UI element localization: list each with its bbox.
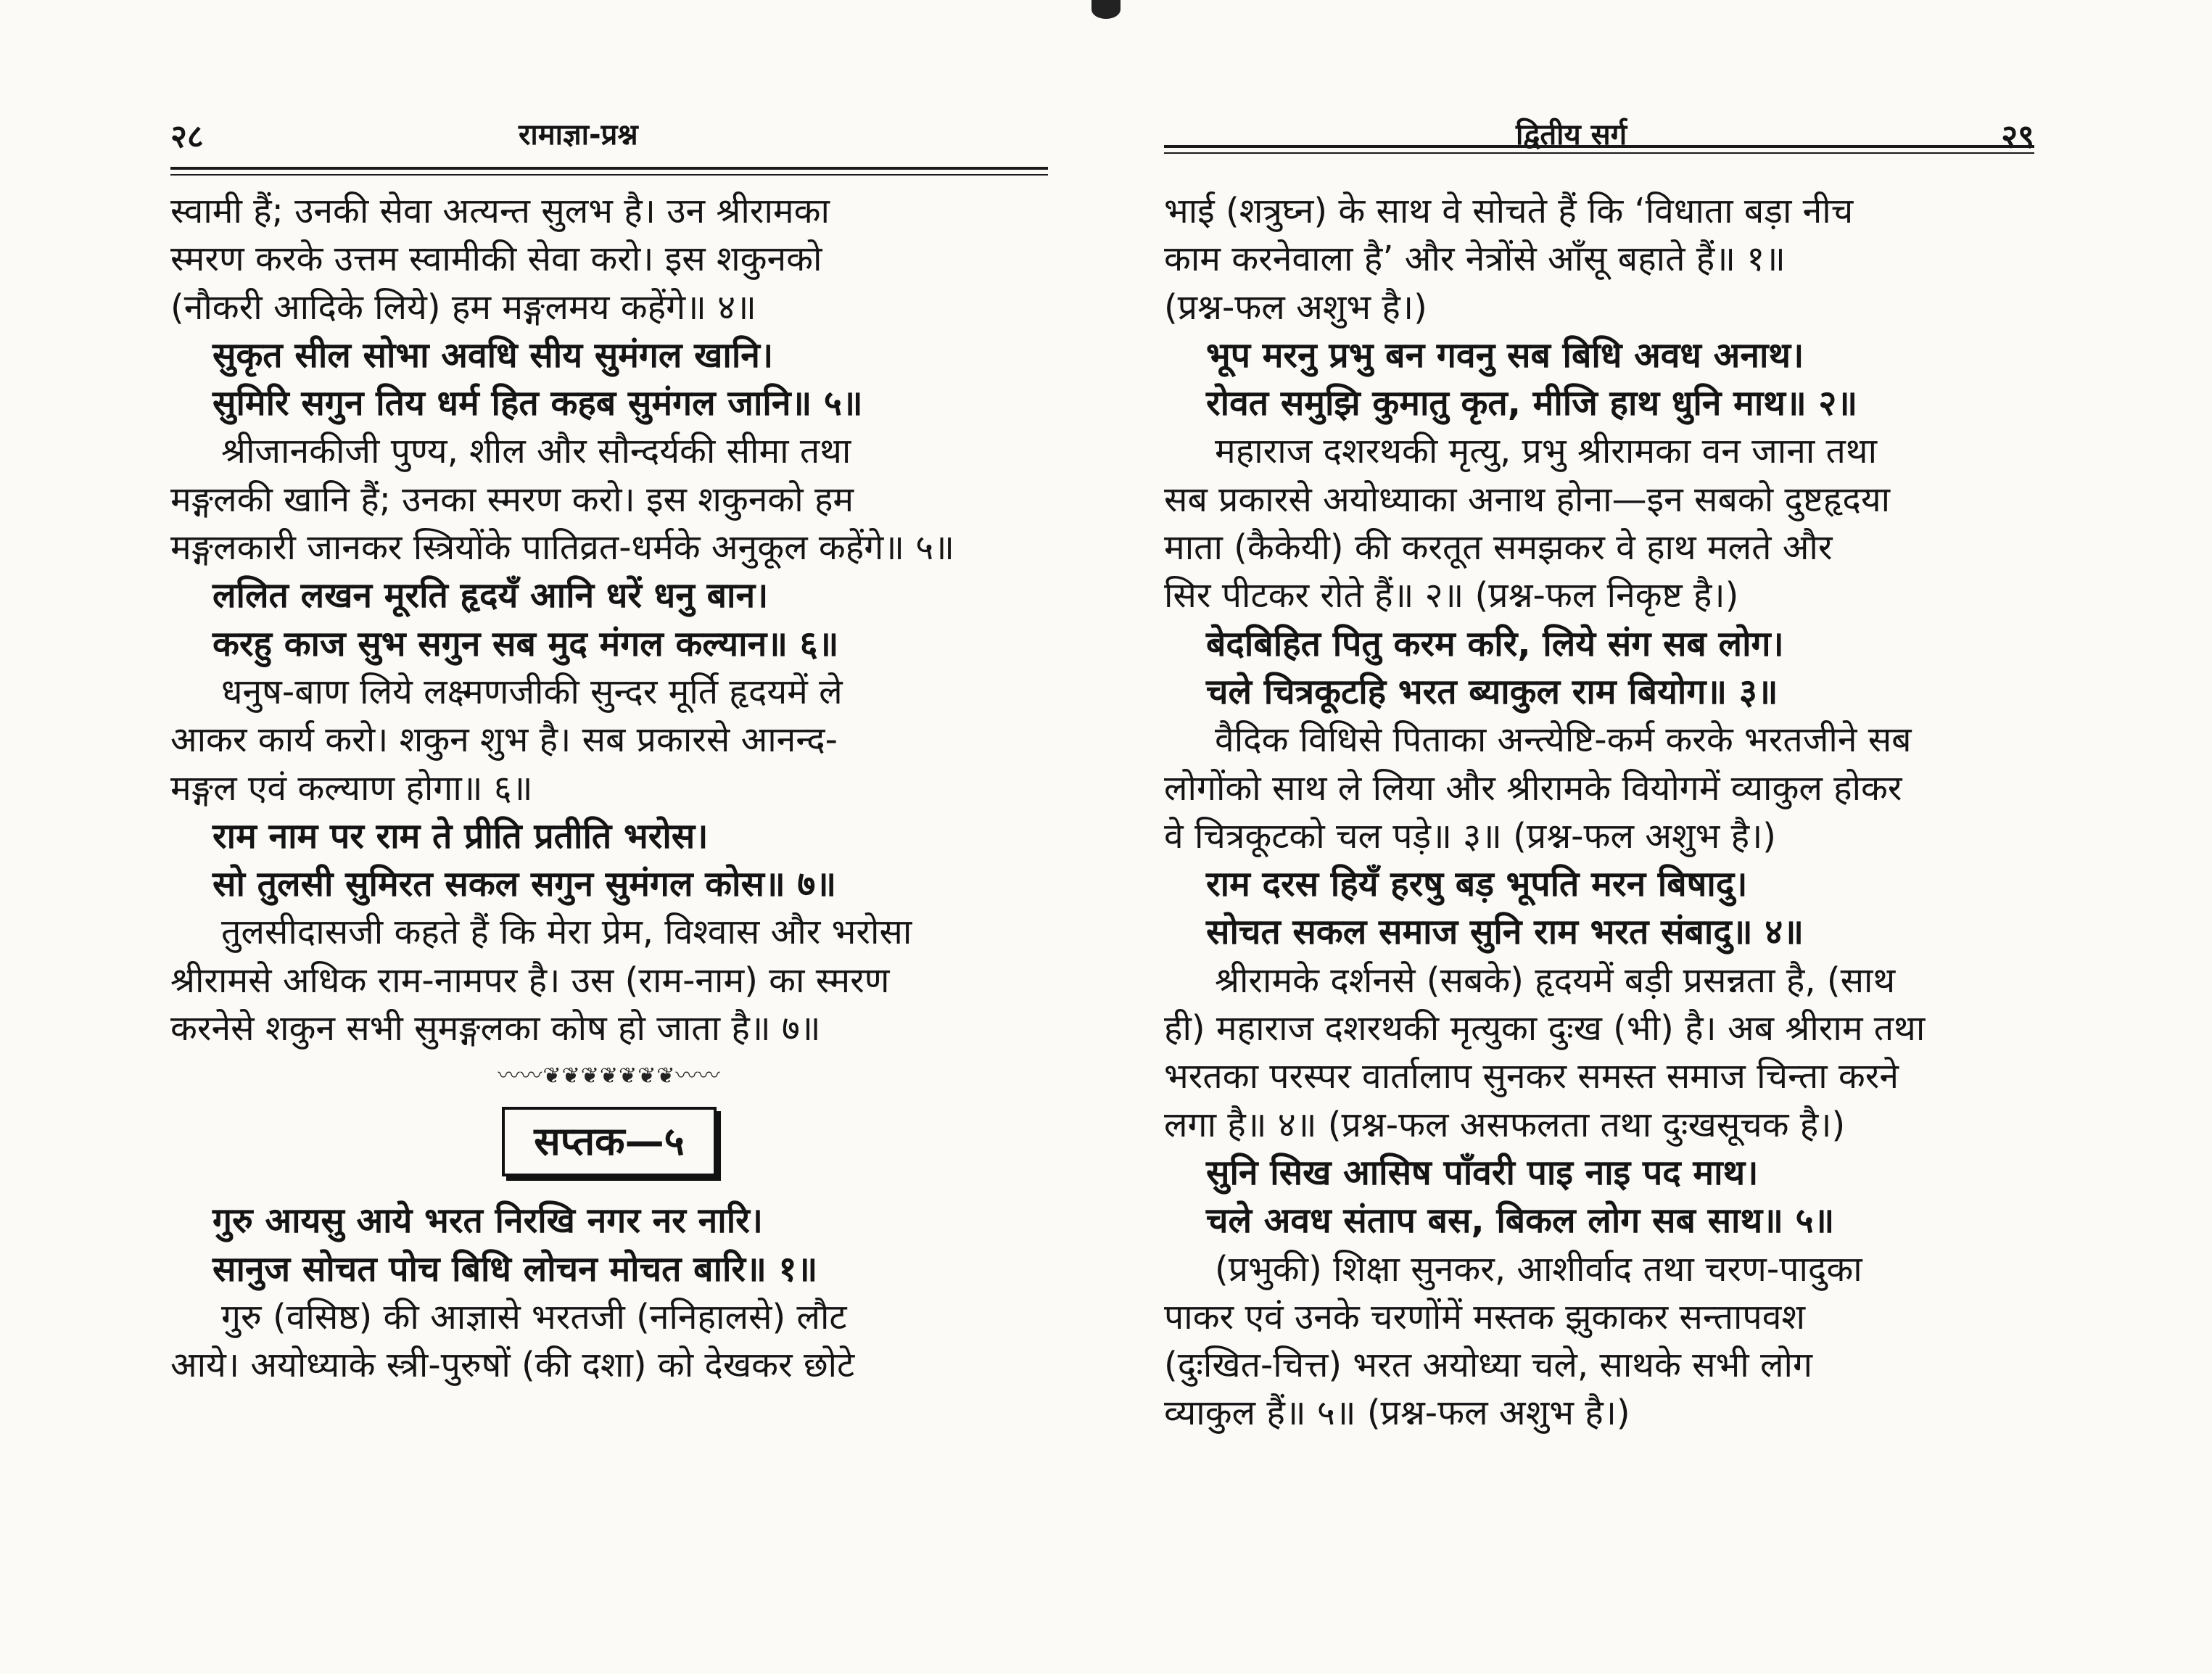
verse-line: चले चित्रकूटहि भरत ब्याकुल राम बियोग॥ ३॥ (1206, 671, 1778, 712)
prose-line: मङ्गलकी खानि हैं; उनका स्मरण करो। इस शकुनको हम (170, 479, 854, 520)
verse-line: सुमिरि सगुन तिय धर्म हित कहब सुमंगल जानि॥ ५॥ (212, 383, 863, 424)
running-title: रामाज्ञा-प्रश्न (519, 118, 638, 152)
header-rule (170, 167, 1048, 170)
prose-line: लोगोंको साथ ले लिया और श्रीरामके वियोगमें व्याकुल होकर (1164, 767, 1902, 809)
prose-line: सिर पीटकर रोते हैं॥ २॥ (प्रश्न-फल निकृष्ट है।) (1164, 575, 1739, 617)
prose-line: महाराज दशरथकी मृत्यु, प्रभु श्रीरामका वन जाना तथा (1215, 431, 1878, 472)
right-page (1106, 0, 2212, 1674)
ornament-divider: 〰〰❦❦❦❦❦❦❦〰〰 (498, 1063, 721, 1089)
prose-line: श्रीरामके दर्शनसे (सबके) हृदयमें बड़ी प्रसन्नता है, (साथ (1215, 960, 1896, 1001)
prose-line: वैदिक विधिसे पिताका अन्त्येष्टि-कर्म करके भरतजीने सब (1215, 720, 1912, 761)
prose-line: लगा है॥ ४॥ (प्रश्न-फल असफलता तथा दुःखसूचक है।) (1164, 1104, 1846, 1145)
prose-line: सब प्रकारसे अयोध्याका अनाथ होना—इन सबको दुष्टहृदया (1164, 479, 1891, 520)
text-block (170, 187, 1048, 1052)
section-heading: सप्तक—५ (502, 1107, 716, 1176)
prose-line: स्वामी हैं; उनकी सेवा अत्यन्त सुलभ है। उन श्रीरामका (170, 191, 830, 231)
page-number: २९ (2001, 118, 2034, 155)
prose-line: गुरु (वसिष्ठ) की आज्ञासे भरतजी (ननिहालसे) लौट (221, 1296, 847, 1337)
prose-line: माता (कैकेयी) की करतूत समझकर वे हाथ मलते और (1164, 527, 1833, 569)
prose-line: तुलसीदासजी कहते हैं कि मेरा प्रेम, विश्वास और भरोसा (221, 912, 912, 953)
header-rule (1164, 145, 2034, 148)
prose-line: श्रीजानकीजी पुण्य, शील और सौन्दर्यकी सीमा तथा (221, 431, 851, 472)
prose-line: धनुष-बाण लिये लक्ष्मणजीकी सुन्दर मूर्ति हृदयमें ले (221, 671, 843, 712)
text-block (170, 1197, 1048, 1389)
right-page-body (1164, 187, 2034, 1438)
prose-line: भाई (शत्रुघ्न) के साथ वे सोचते हैं कि ‘विधाता बड़ा नीच (1164, 191, 1854, 231)
prose-line: मङ्गल एवं कल्याण होगा॥ ६॥ (170, 767, 533, 809)
prose-line: पाकर एवं उनके चरणोंमें मस्तक झुकाकर सन्तापवश (1164, 1296, 1806, 1337)
verse-line: सानुज सोचत पोच बिधि लोचन मोचत बारि॥ १॥ (212, 1248, 818, 1290)
prose-line: वे चित्रकूटको चल पड़े॥ ३॥ (प्रश्न-फल अशुभ है।) (1164, 815, 1776, 857)
prose-line: श्रीरामसे अधिक राम-नामपर है। उस (राम-नाम) का स्मरण (170, 960, 890, 1001)
prose-line: (प्रभुकी) शिक्षा सुनकर, आशीर्वाद तथा चरण-पादुका (1215, 1248, 1862, 1290)
verse-line: रोवत समुझि कुमातु कृत, मीजि हाथ धुनि माथ॥ २॥ (1206, 383, 1858, 424)
header-rule-thin (1164, 152, 2034, 154)
verse-line: सोचत सकल समाज सुनि राम भरत संबादु॥ ४॥ (1206, 912, 1804, 953)
text-block (1164, 187, 2034, 1438)
prose-line: स्मरण करके उत्तम स्वामीकी सेवा करो। इस शकुनको (170, 239, 822, 280)
verse-line: गुरु आयसु आये भरत निरखि नगर नर नारि। (212, 1200, 763, 1242)
prose-line: आये। अयोध्याके स्त्री-पुरुषों (की दशा) को देखकर छोटे (170, 1345, 855, 1386)
left-page-body (170, 187, 1048, 1389)
verse-line: राम नाम पर राम ते प्रीति प्रतीति भरोस। (212, 815, 709, 857)
verse-line: चले अवध संताप बस, बिकल लोग सब साथ॥ ५॥ (1206, 1200, 1835, 1242)
verse-line: ललित लखन मूरति हृदयँ आनि धरें धनु बान। (212, 575, 769, 617)
page-number: २८ (170, 118, 204, 155)
prose-line: ही) महाराज दशरथकी मृत्युका दुःख (भी) है। अब श्रीराम तथा (1164, 1008, 1926, 1050)
header-rule-thin (170, 174, 1048, 176)
left-page-header (170, 109, 1048, 160)
verse-line: सुनि सिख आसिष पाँवरी पाइ नाइ पद माथ। (1206, 1152, 1759, 1193)
prose-line: (प्रश्न-फल अशुभ है।) (1164, 286, 1427, 328)
prose-line: करनेसे शकुन सभी सुमङ्गलका कोष हो जाता है॥ ७॥ (170, 1008, 821, 1050)
verse-line: सुकृत सील सोभा अवधि सीय सुमंगल खानि। (212, 334, 774, 376)
prose-line: मङ्गलकारी जानकर स्त्रियोंके पातिव्रत-धर्मके अनुकूल कहेंगे॥ ५॥ (170, 527, 954, 569)
prose-line: (नौकरी आदिके लिये) हम मङ्गलमय कहेंगे॥ ४॥ (170, 286, 756, 328)
running-title: द्वितीय सर्ग (1516, 118, 1627, 152)
prose-line: व्याकुल हैं॥ ५॥ (प्रश्न-फल अशुभ है।) (1164, 1393, 1630, 1434)
verse-line: बेदबिहित पितु करम करि, लिये संग सब लोग। (1206, 623, 1784, 664)
verse-line: करहु काज सुभ सगुन सब मुद मंगल कल्यान॥ ६॥ (212, 623, 839, 664)
prose-line: भरतका परस्पर वार्तालाप सुनकर समस्त समाज चिन्ता करने (1164, 1056, 1899, 1097)
verse-line: राम दरस हियँ हरषु बड़ भूपति मरन बिषादु। (1206, 864, 1748, 905)
prose-line: आकर कार्य करो। शकुन शुभ है। सब प्रकारसे आनन्द- (170, 720, 838, 761)
verse-line: सो तुलसी सुमिरत सकल सगुन सुमंगल कोस॥ ७॥ (212, 864, 837, 905)
prose-line: (दुःखित-चित्त) भरत अयोध्या चले, साथके सभी लोग (1164, 1345, 1812, 1386)
prose-line: काम करनेवाला है’ और नेत्रोंसे आँसू बहाते हैं॥ १॥ (1164, 239, 1786, 280)
verse-line: भूप मरनु प्रभु बन गवनु सब बिधि अवध अनाथ। (1206, 334, 1804, 376)
section-heading-wrap (170, 1101, 1048, 1197)
